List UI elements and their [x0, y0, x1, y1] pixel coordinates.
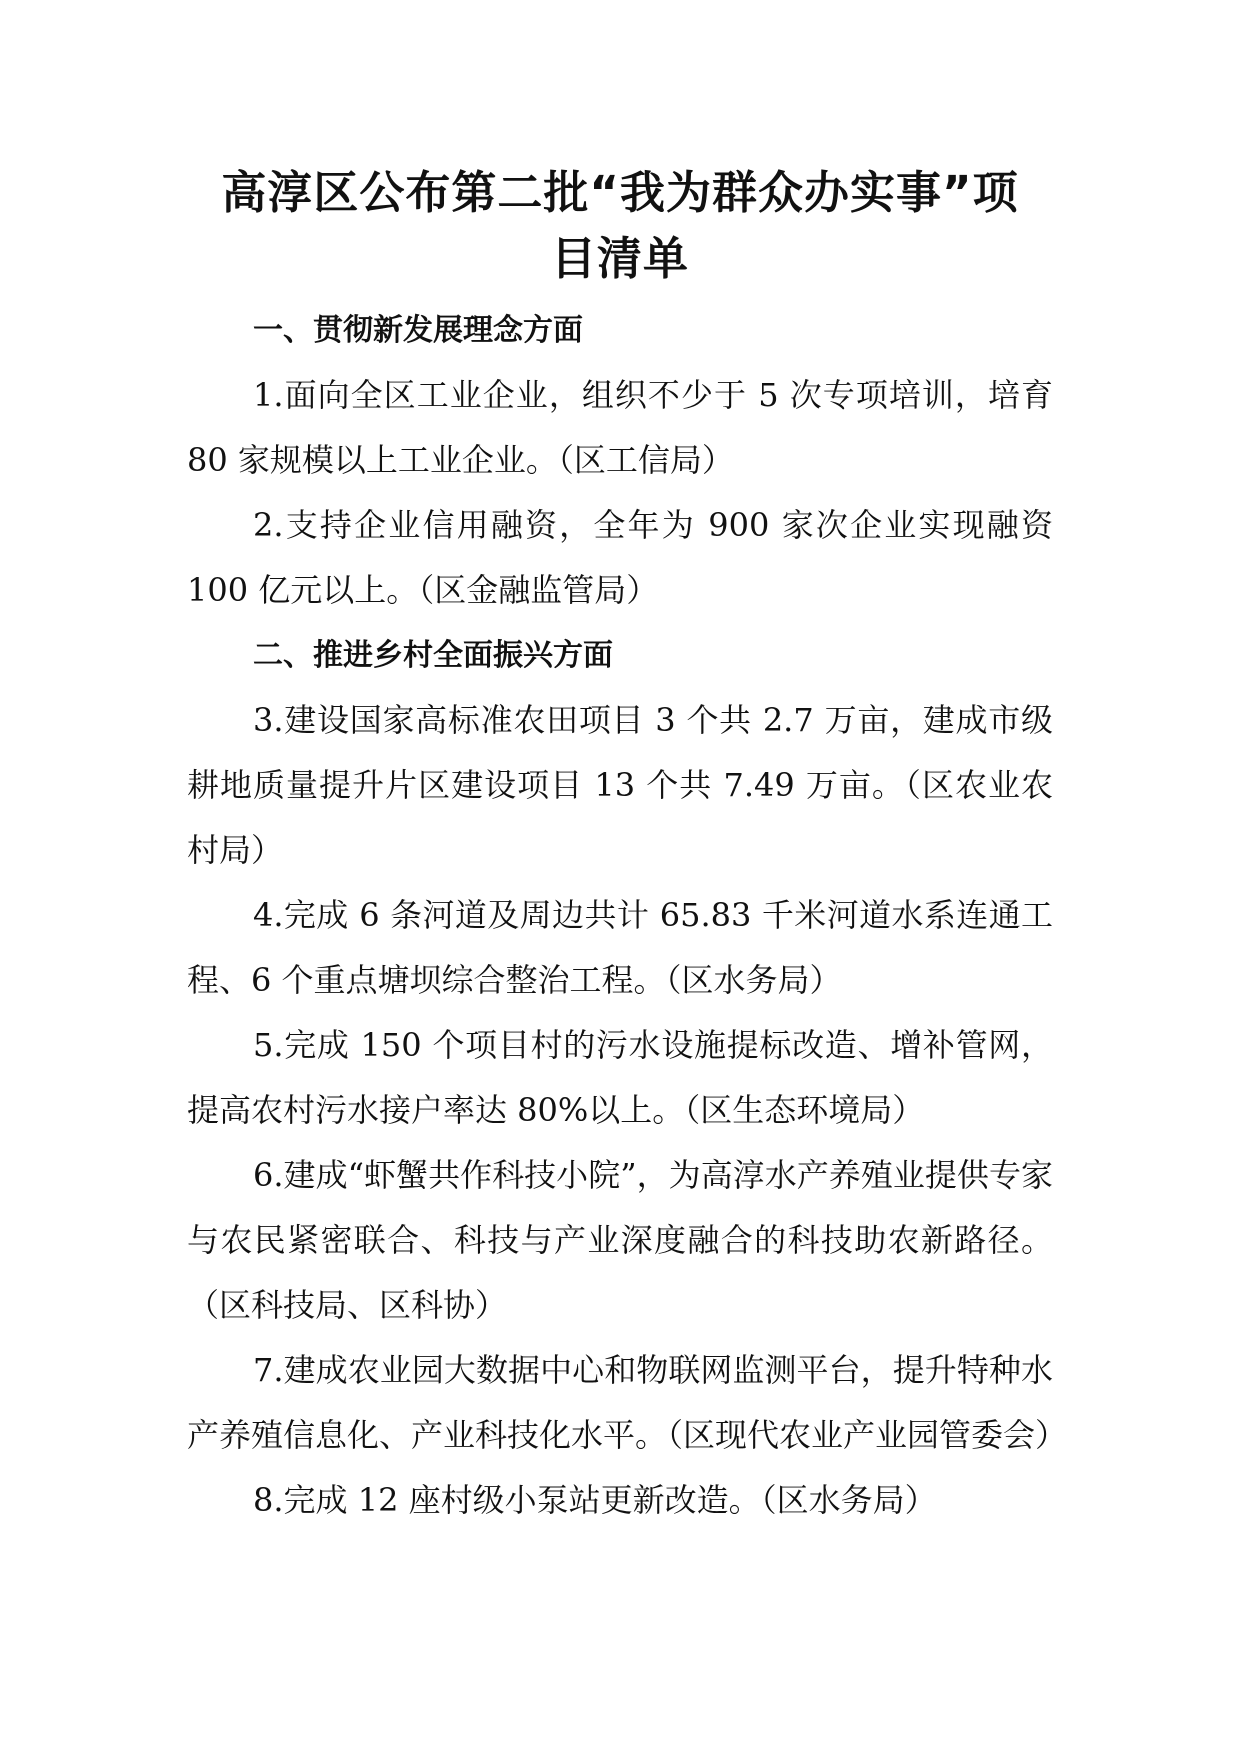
list-item-7: 7.建成农业园大数据中心和物联网监测平台，提升特种水产养殖信息化、产业科技化水平。（区现代农业产业园管委会） — [187, 1351, 1068, 1454]
list-item-4: 4.完成 6 条河道及周边共计 65.83 千米河道水系连通工程、6 个重点塘坝综合整治工程。（区水务局） — [187, 896, 1053, 999]
document-body — [187, 298, 1068, 1533]
list-item-5: 5.完成 150 个项目村的污水设施提标改造、增补管网，提高农村污水接户率达 80%以上。（区生态环境局） — [187, 1026, 1053, 1129]
document-title — [150, 160, 1090, 292]
list-item-8: 8.完成 12 座村级小泵站更新改造。（区水务局） — [253, 1481, 937, 1519]
list-item-2: 2.支持企业信用融资，全年为 900 家次企业实现融资 100 亿元以上。（区金融监管局） — [187, 506, 1053, 609]
list-item-6: 6.建成“虾蟹共作科技小院”，为高淳水产养殖业提供专家与农民紧密联合、科技与产业深度融合的科技助农新路径。（区科技局、区科协） — [187, 1156, 1053, 1324]
title-line-2: 目清单 — [550, 232, 689, 285]
section-heading-1: 一、贯彻新发展理念方面 — [253, 313, 583, 348]
list-item-3: 3.建设国家高标准农田项目 3 个共 2.7 万亩，建成市级耕地质量提升片区建设项目 13 个共 7.49 万亩。（区农业农村局） — [187, 701, 1053, 869]
section-heading-2: 二、推进乡村全面振兴方面 — [253, 638, 613, 673]
list-item-1: 1.面向全区工业企业，组织不少于 5 次专项培训，培育 80 家规模以上工业企业。（区工信局） — [187, 376, 1053, 479]
title-line-1: 高淳区公布第二批“我为群众办实事”项 — [221, 166, 1019, 219]
